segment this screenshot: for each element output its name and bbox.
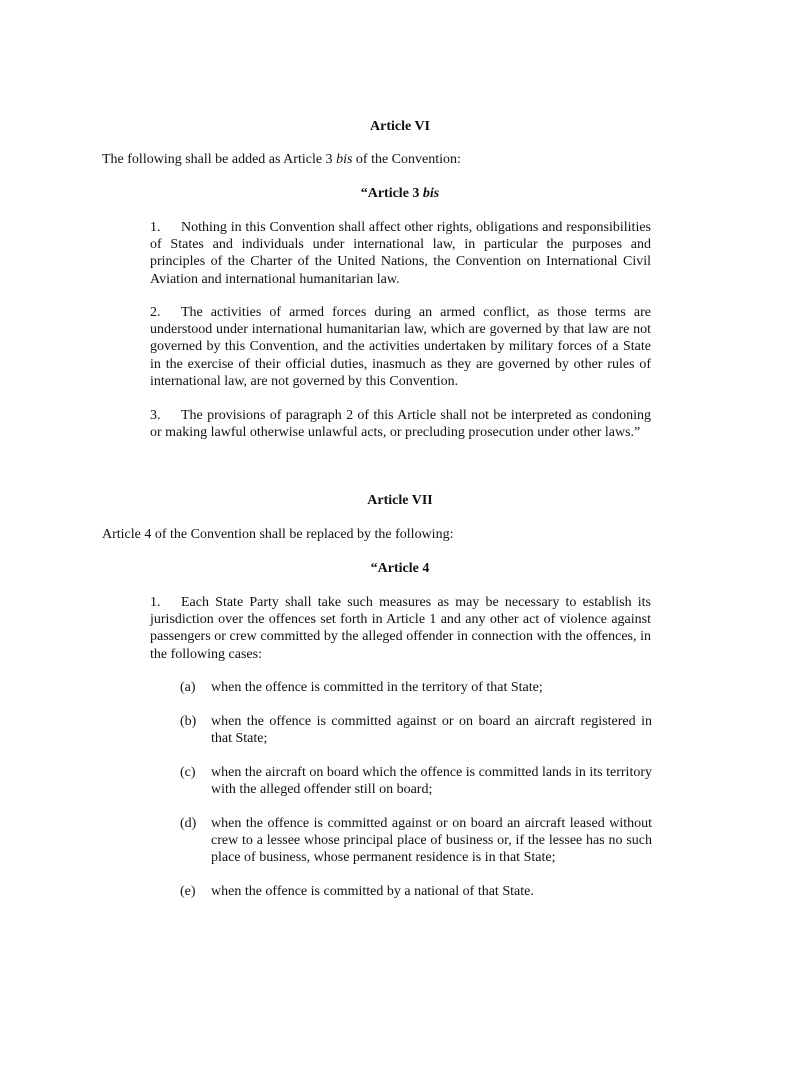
- article-vi-intro-tail: of the Convention:: [352, 152, 461, 167]
- paragraph-text: Nothing in this Convention shall affect other rights, obligations and responsibilities of States and individuals under international law, in particular the purposes and principles of the Charter of the United Nations, the Convention on International Civil Aviation and international humanitarian law.: [150, 220, 651, 287]
- article-vi-intro-italic: bis: [336, 152, 353, 167]
- paragraph-text: The provisions of paragraph 2 of this Article shall not be interpreted as condoning or making lawful otherwise unlawful acts, or precluding prosecution under other laws.”: [150, 408, 651, 441]
- article-4-heading: “Article 4: [370, 561, 430, 576]
- list-item-d: [180, 815, 652, 867]
- list-item-label: (e): [180, 884, 196, 899]
- list-item-b: [180, 713, 652, 747]
- paragraph-number: 1.: [150, 220, 161, 235]
- paragraph-text: The activities of armed forces during an armed conflict, as those terms are understood under international humanitarian law, which are governed by that law are not governed by this Convention, and the activities undertaken by military forces of a State in the exercise of their official duties, inasmuch as they are governed by other rules of international law, are not governed by this Convention.: [150, 305, 651, 389]
- article-3-bis-paragraph-3: [150, 407, 651, 441]
- list-item-a: [180, 679, 652, 696]
- article-3-bis-heading: [0, 185, 800, 202]
- paragraph-number: 3.: [150, 408, 161, 423]
- article-3-bis-heading-italic: bis: [422, 186, 440, 201]
- list-item-text: when the offence is committed against or on board an aircraft registered in that State;: [211, 714, 652, 747]
- article-3-bis-paragraph-1: [150, 219, 651, 288]
- article-vi-intro-text: The following shall be added as Article 3: [102, 152, 337, 167]
- list-item-label: (c): [180, 765, 196, 780]
- paragraph-number: 2.: [150, 305, 161, 320]
- list-item-text: when the offence is committed against or on board an aircraft leased without crew to a lessee whose principal place of business or, if the lessee has no such place of business, whose permanent residence is in that State;: [211, 816, 652, 866]
- article-vii-heading: Article VII: [367, 493, 433, 508]
- list-item-label: (a): [180, 680, 196, 695]
- article-3-bis-heading-text: “Article 3: [360, 186, 423, 201]
- article-4-paragraph-1: [150, 594, 651, 663]
- list-item-label: (d): [180, 816, 197, 831]
- list-item-e: [180, 883, 652, 900]
- article-3-bis-paragraph-2: [150, 304, 651, 390]
- list-item-text: when the offence is committed in the territory of that State;: [211, 680, 543, 695]
- article-vi-heading: Article VI: [370, 119, 430, 134]
- article-vi-intro: [102, 151, 702, 168]
- paragraph-text: Each State Party shall take such measures as may be necessary to establish its jurisdiction over the offences set forth in Article 1 and any other act of violence against passengers or crew committed by the alleged offender in connection with the offences, in the following cases:: [150, 595, 651, 662]
- list-item-text: when the aircraft on board which the offence is committed lands in its territory with the alleged offender still on board;: [211, 765, 652, 798]
- article-vii-intro: Article 4 of the Convention shall be replaced by the following:: [102, 527, 454, 542]
- list-item-text: when the offence is committed by a national of that State.: [211, 884, 534, 899]
- list-item-c: [180, 764, 652, 798]
- paragraph-number: 1.: [150, 595, 161, 610]
- list-item-label: (b): [180, 714, 197, 729]
